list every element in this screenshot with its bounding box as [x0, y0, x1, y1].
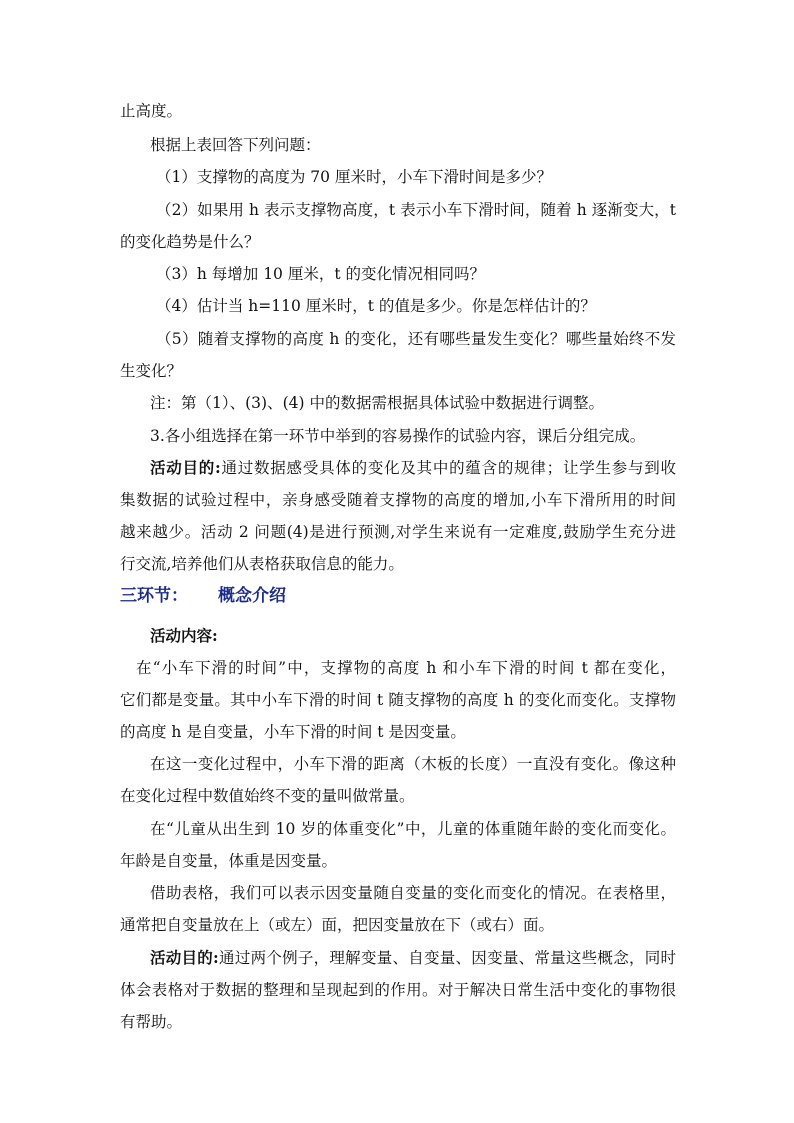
text-line: 通常把自变量放在上（或左）面，把因变量放在下（或右）面。: [120, 916, 555, 934]
text-line: 行交流,培养他们从表格获取信息的能力。: [120, 555, 404, 573]
text-line: 年龄是自变量，体重是因变量。: [120, 852, 338, 870]
activity-purpose-line: [150, 458, 676, 478]
text-line: 集数据的试验过程中，亲身感受随着支撑物的高度的增加,小车下滑所用的时间: [120, 491, 676, 509]
activity-purpose-text: 通过数据感受具体的变化及其中的蕴含的规律；让学生参与到收: [220, 459, 676, 477]
activity-purpose-text: 通过两个例子，理解变量、自变量、因变量、常量这些概念，同时: [218, 949, 676, 967]
section-heading: [120, 586, 286, 606]
question-1: （1）支撑物的高度为 70 厘米时，小车下滑时间是多少？: [156, 168, 552, 186]
text-line: 在这一变化过程中，小车下滑的距离（木板的长度）一直没有变化。像这种: [150, 755, 676, 773]
text-line: 有帮助。: [120, 1013, 183, 1031]
activity-purpose-label: 活动目的:: [150, 948, 219, 967]
text-line: 止高度。: [120, 102, 183, 120]
section-title: 概念介绍: [218, 586, 286, 606]
text-line: 越来越少。活动 2 问题(4)是进行预测,对学生来说有一定难度,鼓励学生充分进: [120, 523, 676, 541]
section-label: 三环节：: [120, 586, 188, 606]
note-line: 注：第（1）、(3)、(4) 中的数据需根据具体试验中数据进行调整。: [150, 394, 604, 412]
question-2: （2）如果用 h 表示支撑物高度，t 表示小车下滑时间，随着 h 逐渐变大，t: [156, 201, 676, 219]
question-4: （4）估计当 h=110 厘米时，t 的值是多少。你是怎样估计的？: [156, 297, 596, 315]
text-line: 的变化趋势是什么？: [120, 233, 260, 251]
question-3: （3）h 每增加 10 厘米，t 的变化情况相同吗？: [156, 265, 486, 283]
text-line: 3.各小组选择在第一环节中举到的容易操作的试验内容，课后分组完成。: [150, 427, 646, 445]
question-5: （5）随着支撑物的高度 h 的变化，还有哪些量发生变化？哪些量始终不发: [156, 330, 676, 348]
text-line: 的高度 h 是自变量，小车下滑的时间 t 是因变量。: [120, 723, 466, 741]
text-line: 在“儿童从出生到 10 岁的体重变化”中，儿童的体重随年龄的变化而变化。: [150, 820, 676, 838]
text-line: 在“小车下滑的时间”中，支撑物的高度 h 和小车下滑的时间 t 都在变化，: [136, 659, 676, 677]
text-line: 在变化过程中数值始终不变的量叫做常量。: [120, 787, 415, 805]
text-line: 生变化？: [120, 362, 183, 380]
activity-purpose-line: [150, 948, 676, 968]
text-line: 它们都是变量。其中小车下滑的时间 t 随支撑物的高度 h 的变化而变化。支撑物: [120, 691, 676, 709]
text-line: 根据上表回答下列问题：: [150, 136, 321, 154]
activity-content-label: 活动内容:: [150, 626, 218, 645]
activity-purpose-label: 活动目的:: [150, 458, 221, 477]
text-line: 体会表格对于数据的整理和呈现起到的作用。对于解决日常生活中变化的事物很: [120, 981, 676, 999]
text-line: 借助表格，我们可以表示因变量随自变量的变化而变化的情况。在表格里，: [150, 884, 676, 902]
